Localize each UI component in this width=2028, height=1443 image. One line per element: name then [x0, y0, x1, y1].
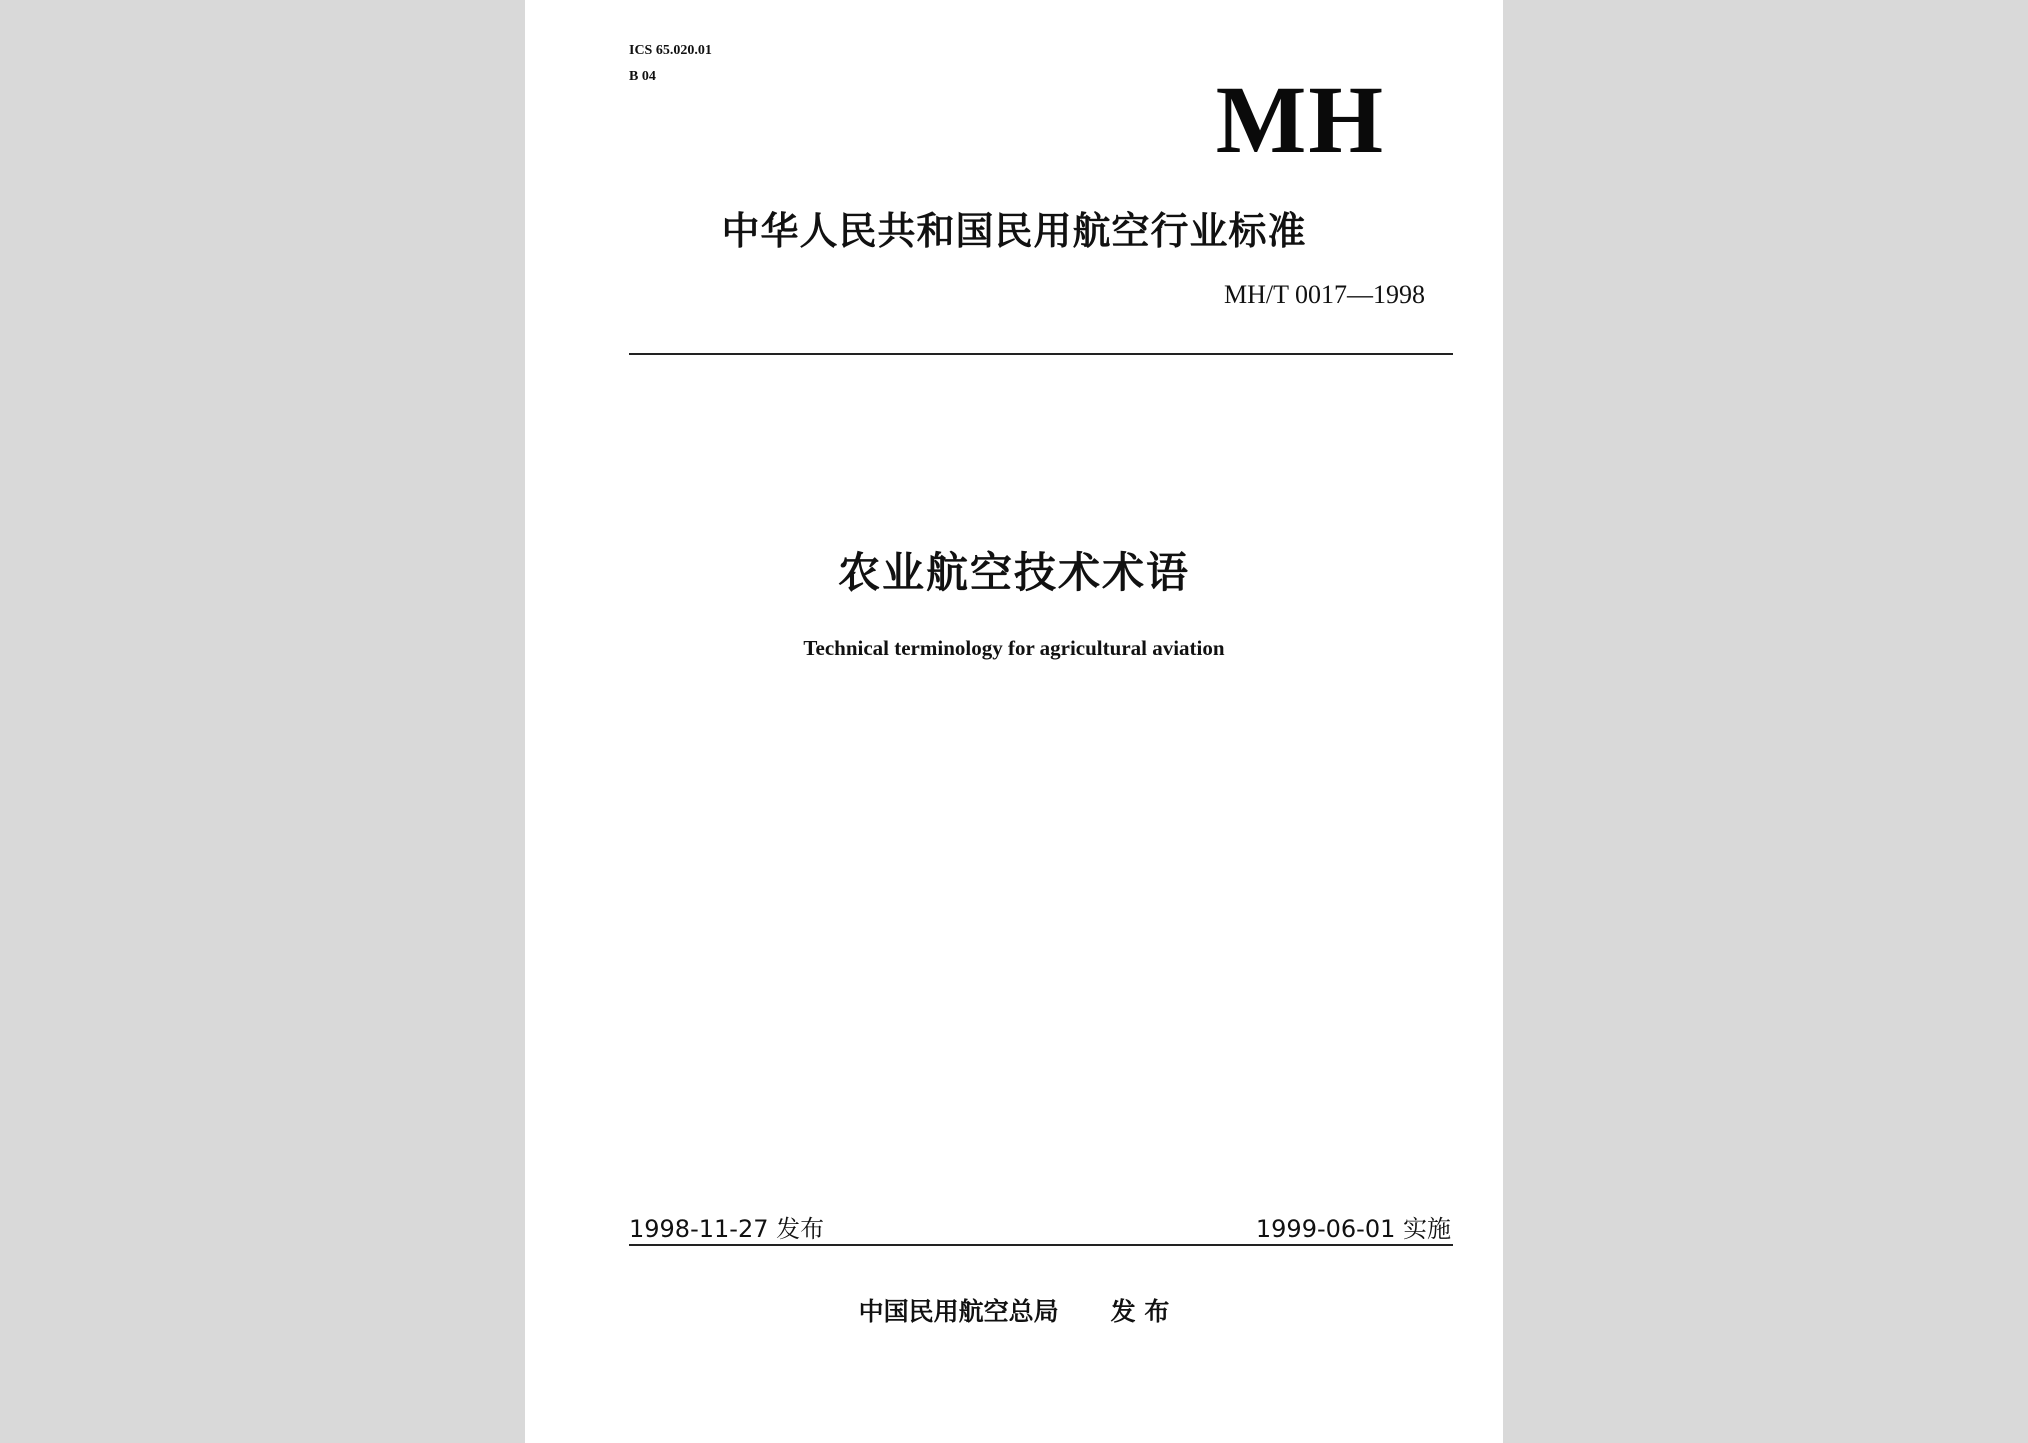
classification-codes [629, 38, 712, 90]
issue-date: 1998-11-27 发布 [629, 1215, 825, 1243]
document-title-en: Technical terminology for agricultural aviation [803, 636, 1225, 660]
publish-label: 发 布 [1110, 1297, 1170, 1326]
mh-logo: MH [1215, 66, 1385, 173]
ccs-code: B 04 [629, 69, 656, 84]
ics-code: ICS 65.020.01 [629, 43, 712, 58]
publisher-line [525, 1292, 1503, 1328]
effective-date: 1999-06-01 实施 [1255, 1215, 1451, 1243]
standard-number: MH/T 0017—1998 [1223, 280, 1425, 309]
bottom-divider [629, 1244, 1453, 1246]
document-page [525, 0, 1503, 1443]
publisher-name: 中国民用航空总局 [858, 1297, 1059, 1326]
document-title-cn: 农业航空技术术语 [837, 548, 1190, 597]
top-divider [629, 353, 1453, 355]
standard-title: 中华人民共和国民用航空行业标准 [721, 209, 1307, 253]
